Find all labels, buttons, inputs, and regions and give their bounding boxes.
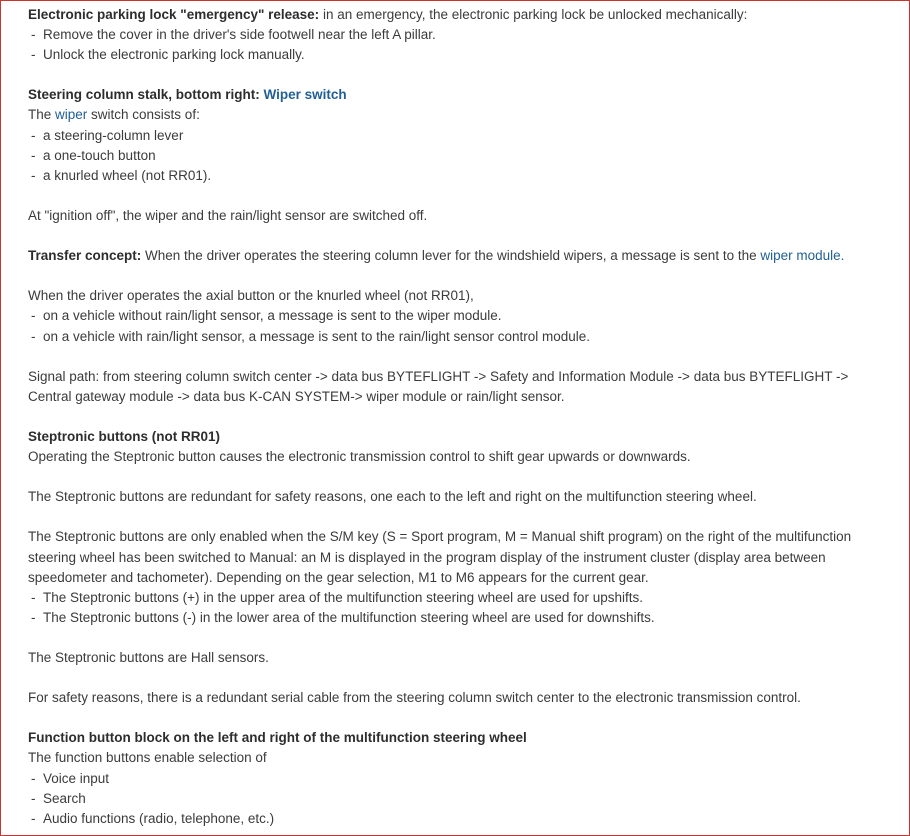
axial-paragraph: When the driver operates the axial button or the knurled wheel (not RR01), [28, 288, 474, 304]
function-heading: Function button block on the left and right of the multifunction steering wheel [28, 730, 527, 746]
steptronic-text-1: Operating the Steptronic button causes the electronic transmission control to shift gear upwards or downwards. [28, 449, 691, 465]
parking-text: in an emergency, the electronic parking lock be unlocked mechanically: [319, 7, 748, 22]
list-item: - a steering-column lever [31, 127, 184, 143]
signal-path-line-1: Signal path: from steering column switch center -> data bus BYTEFLIGHT -> Safety and Information Module -> data bus BYTEFLIGHT -> [28, 368, 849, 384]
transfer-paragraph: Transfer concept: When the driver operates the steering column lever for the windshield wipers, a message is sent to the wiper module. [28, 248, 845, 264]
wiper-heading-line [28, 85, 904, 105]
wiper-intro: The wiper switch consists of: [28, 107, 200, 123]
parking-heading: Electronic parking lock "emergency" release: [28, 7, 320, 22]
steptronic-safety: For safety reasons, there is a redundant serial cable from the steering column switch center to the electronic transmission control. [28, 690, 801, 706]
steptronic-text-3c: speedometer and tachometer). Depending on the gear selection, M1 to M6 appears for the current gear. [28, 569, 649, 585]
list-item: - on a vehicle without rain/light sensor, a message is sent to the wiper module. [31, 308, 502, 324]
list-item: - on a vehicle with rain/light sensor, a message is sent to the rain/light sensor control module. [31, 328, 591, 344]
steptronic-text-2: The Steptronic buttons are redundant for safety reasons, one each to the left and right on the multifunction steering wheel. [28, 489, 757, 505]
wiper-module-link[interactable]: wiper module [760, 248, 841, 264]
list-item: - Remove the cover in the driver's side footwell near the left A pillar. [31, 27, 436, 43]
list-item: - a knurled wheel (not RR01). [31, 167, 212, 183]
wiper-link[interactable]: wiper [55, 107, 88, 123]
signal-path-line-2: Central gateway module -> data bus K-CAN SYSTEM-> wiper module or rain/light sensor. [28, 388, 565, 404]
transfer-heading: Transfer concept: [28, 248, 142, 264]
ignition-paragraph: At "ignition off", the wiper and the rain/light sensor are switched off. [28, 207, 428, 223]
function-intro: The function buttons enable selection of [28, 750, 267, 766]
list-item: - The Steptronic buttons (-) in the lower area of the multifunction steering wheel are used for downshifts. [31, 609, 655, 625]
list-item: - Audio functions (radio, telephone, etc.) [31, 810, 275, 826]
steptronic-text-3b: steering wheel has been switched to Manual: an M is displayed in the program display of the instrument cluster (display area between [28, 549, 826, 565]
list-item: - Search [31, 790, 86, 806]
steptronic-hall: The Steptronic buttons are Hall sensors. [28, 650, 269, 665]
document-content [28, 5, 904, 829]
steptronic-text-3a: The Steptronic buttons are only enabled when the S/M key (S = Sport program, M = Manual shift program) on the right of the multifunction [28, 529, 852, 545]
list-item: - a one-touch button [31, 147, 156, 163]
wiper-heading: Steering column stalk, bottom right: [28, 87, 264, 103]
parking-paragraph [28, 5, 904, 25]
list-item: - Voice input [31, 770, 110, 786]
steptronic-heading: Steptronic buttons (not RR01) [28, 428, 220, 444]
list-item: - The Steptronic buttons (+) in the upper area of the multifunction steering wheel are used for upshifts. [31, 589, 643, 605]
list-item: - Unlock the electronic parking lock manually. [31, 47, 305, 63]
wiper-switch-link[interactable]: Wiper switch [263, 87, 347, 103]
